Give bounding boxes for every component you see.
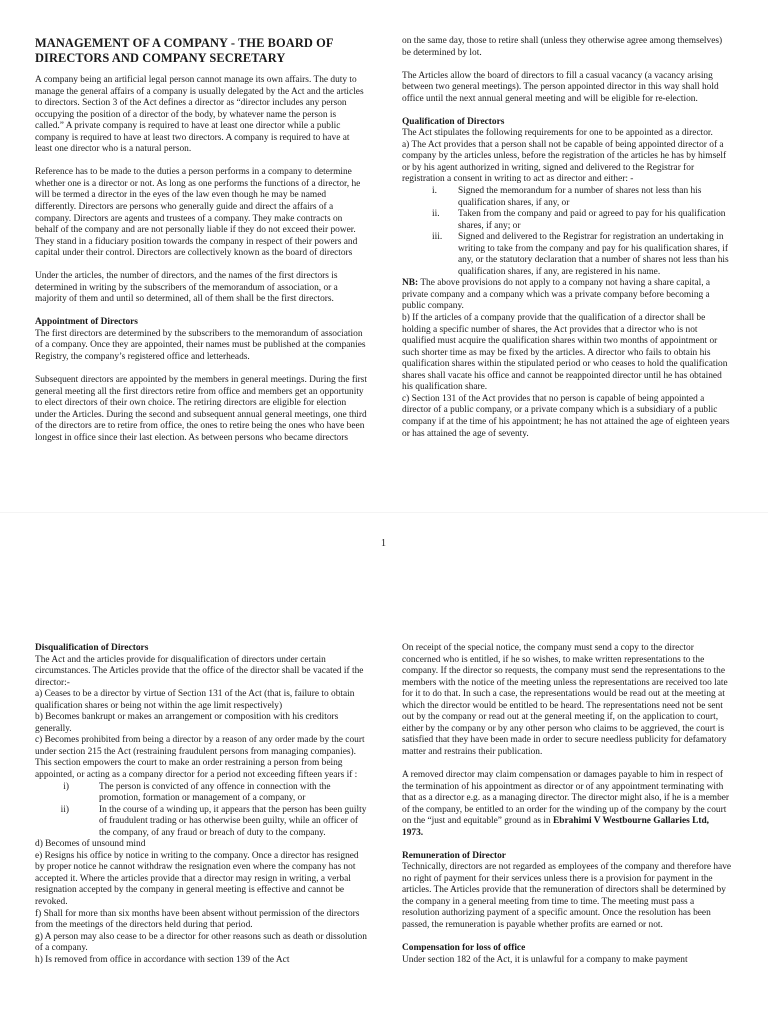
paragraph: c) Section 131 of the Act provides that no person is capable of being appointed a director of a public company, or a private company which is a subsidiary of a public company if at the time of his appointment; he has not attained the age of eighteen years or has attained the age of seventy. [402,393,730,439]
paragraph: The Articles allow the board of directors to fill a casual vacancy (a vacancy arising between two general meetings). The person appointed director in this way shall hold office until the next annual general meeting and will be eligible for re-election. [402,70,719,104]
paragraph: The Act stipulates the following requirements for one to be appointed as a director. [402,128,713,139]
list-item [402,232,732,278]
list-item: a) Ceases to be a director by virtue of Section 131 of the Act (that is, failure to obtain qualification shares or being not within the age limit respectively) [35,689,355,711]
list-number: i. [432,186,437,197]
page2-right-column [402,643,732,966]
list-item: g) A person may also cease to be a director for other reasons such as death or dissolution of a company. [35,931,367,954]
list-item-text: Taken from the company and paid or agreed to pay for his qualification shares, if any; or [458,209,726,231]
page1-left-column [35,36,367,444]
document-page-2 [0,512,768,1025]
nb-label: NB: [402,278,419,289]
paragraph: Under the articles, the number of directors, and the names of the first directors is determined in writing by the subscribers of the memorandum of association, or a majority of them and until so determined, all of them shall be the first directors. [35,271,338,305]
list-item [402,186,732,209]
page-number: 1 [381,538,386,549]
paragraph [402,770,732,839]
paragraph: A company being an artificial legal person cannot manage its own affairs. The duty to manage the general affairs of a company is usually delegated by the Act and the articles to directors. Section 3 of the Act defines a director as “director includes any person occupying the position of a director of the body, by whatever name the person is called.” A private company is required to have at least one director while a public company is required to have at least two directors. A company is required to have at least one director who is a natural person. [35,75,364,155]
list-item: b) Becomes bankrupt or makes an arrangement or composition with his creditors generally. [35,712,339,734]
paragraph: Technically, directors are not regarded as employees of the company and therefore have no right of payment for their services unless there is a provision for payment in the articles. The Articles provide that the remuneration of directors shall be determined by the company in a general meeting from time to time. The meeting must pass a resolution authorizing payment of a specific amount. Once the resolution has been passed, the remuneration is payable whether profits are earned or not. [402,862,732,931]
list-item [402,209,732,232]
section-heading-qualification: Qualification of Directors [402,116,505,127]
disqualification-sublist [35,782,367,840]
paragraph-text: A removed director may claim compensation or damages payable to him in respect of the termination of his appointment as director or of any appointment terminating with that as a director e.g. as a managing director. The director might also, if he is a member of the company, be entitled to an order for the winding up of the company by the court on the “just and equitable” ground as in [402,769,730,827]
list-item-text: Signed and delivered to the Registrar for registration an undertaking in writing to take from the company and pay for his qualification shares, if any, or the statutory declaration that a number of shares not less than his qualification shares, if any, are registered in his name. [458,232,729,277]
qualification-list [402,186,732,278]
list-number: iii. [432,232,443,243]
paragraph: On receipt of the special notice, the company must send a copy to the director concerned who is entitled, if he so wishes, to make written representations to the company. If the director so requests, the company must send the representations to the members with the notice of the meeting unless the representations are received too late for it to do that. In such a case, the representations would be read out at the meeting at which the director would be entitled to be heard. The representations need not be sent out by the company or read out at the general meeting if, on the application to court, either by the company or by any other person who claims to be aggrieved, the court is satisfied that they have been made in order to secure needless publicity for defamatory matter and restrains their publication. [402,643,728,757]
list-item [35,805,367,840]
paragraph: The Act and the articles provide for disqualification of directors under certain circumstances. The Articles provide that the office of the director shall be vacated if the director:- [35,654,364,688]
paragraph: Reference has to be made to the duties a person performs in a company to determine whether one is a director or not. As long as one performs the functions of a director, he will be termed a director in the eyes of the law even though he may be named differently. Directors are persons who generally guide and direct the affairs of a company. Directors are agents and trustees of a company. They make contracts on behalf of the company and are not personally liable if they do not exceed their power. They stand in a fiduciary position towards the company in respect of their powers and capital under their control. Directors are collectively known as the board of directors [35,167,361,259]
paragraph: on the same day, those to retire shall (unless they otherwise agree among themselves) be determined by lot. [402,36,723,58]
paragraph: Subsequent directors are appointed by the members in general meetings. During the first general meeting all the first directors retire from office and members get an opportunity to elect directors of their own choice. The retiring directors are eligible for election under the Articles. During the second and subsequent annual general meetings, one third of the directors are to retire from office, the ones to retire being the ones who have been longest in office since their last election. As between persons who became directors [35,375,367,443]
nb-text: The above provisions do not apply to a company not having a share capital, a private company and a company which was a private company before becoming a public company. [402,278,711,312]
paragraph: The first directors are determined by the subscribers to the memorandum of association of a company. Once they are appointed, their names must be published at the companies Registry, the company’s registered office and letterheads. [35,328,366,362]
list-item-text: Signed the memorandum for a number of shares not less than his qualification shares, if any, or [458,186,702,208]
nb-note [402,278,732,313]
list-number: ii) [60,804,69,815]
page1-right-column [402,36,732,440]
list-item-text: The person is convicted of any offence in connection with the promotion, formation or management of a company, or [99,781,331,804]
list-item: e) Resigns his office by notice in writing to the company. Once a director has resigned by proper notice he cannot withdraw the resignation even where the company has not accepted it. Where the articles provide that a director may resign in writing, a verbal resignation accepted by the company in general meeting is effective and cannot be revoked. [35,850,359,908]
section-heading-compensation: Compensation for loss of office [402,943,526,954]
document-title: MANAGEMENT OF A COMPANY - THE BOARD OF DIRECTORS AND COMPANY SECRETARY [35,36,334,65]
list-number: ii. [432,209,440,220]
list-number: i) [63,781,69,792]
list-item: h) Is removed from office in accordance with section 139 of the Act [35,954,290,965]
section-heading-disqualification: Disqualification of Directors [35,643,149,653]
section-heading-remuneration: Remuneration of Director [402,850,506,861]
list-item: c) Becomes prohibited from being a director by a reason of any order made by the court under section 215 the Act (restraining fraudulent persons from managing companies). This section empowers the court to make an order restraining a person from being appointed, or acting as a company director for a period not exceeding fifteen years if : [35,735,365,781]
section-heading-appointment: Appointment of Directors [35,317,138,328]
case-citation: Ebrahimi V Westbourne Gallaries Ltd, 1973. [402,816,710,838]
page2-left-column [35,643,367,966]
paragraph: a) The Act provides that a person shall not be capable of being appointed director of a company by the articles unless, before the registration of the articles he has by himself or by his agent authorized in writing, signed and delivered to the Registrar for registration a consent in writing to act as director and either: - [402,139,727,185]
list-item: f) Shall for more than six months have been absent without permission of the directors from the meetings of the directors held during that period. [35,908,360,931]
list-item-text: In the course of a winding up, it appears that the person has been guilty of fraudulent trading or has otherwise been guilty, while an officer of the company, of any fraud or breach of duty to the company. [99,804,367,838]
list-item: d) Becomes of unsound mind [35,839,146,850]
paragraph: Under section 182 of the Act, it is unlawful for a company to make payment [402,954,688,965]
paragraph: b) If the articles of a company provide that the qualification of a director shall be holding a specific number of shares, the Act provides that a director who is not qualified must acquire the qualification shares within two months of appointment or such shorter time as may be fixed by the articles. A director who fails to obtain his qualification shares within the stipulated period or who ceases to hold the qualification shares shall vacate his office and cannot be reappointed director until he has obtained his qualification share. [402,313,728,393]
list-item [35,782,367,805]
